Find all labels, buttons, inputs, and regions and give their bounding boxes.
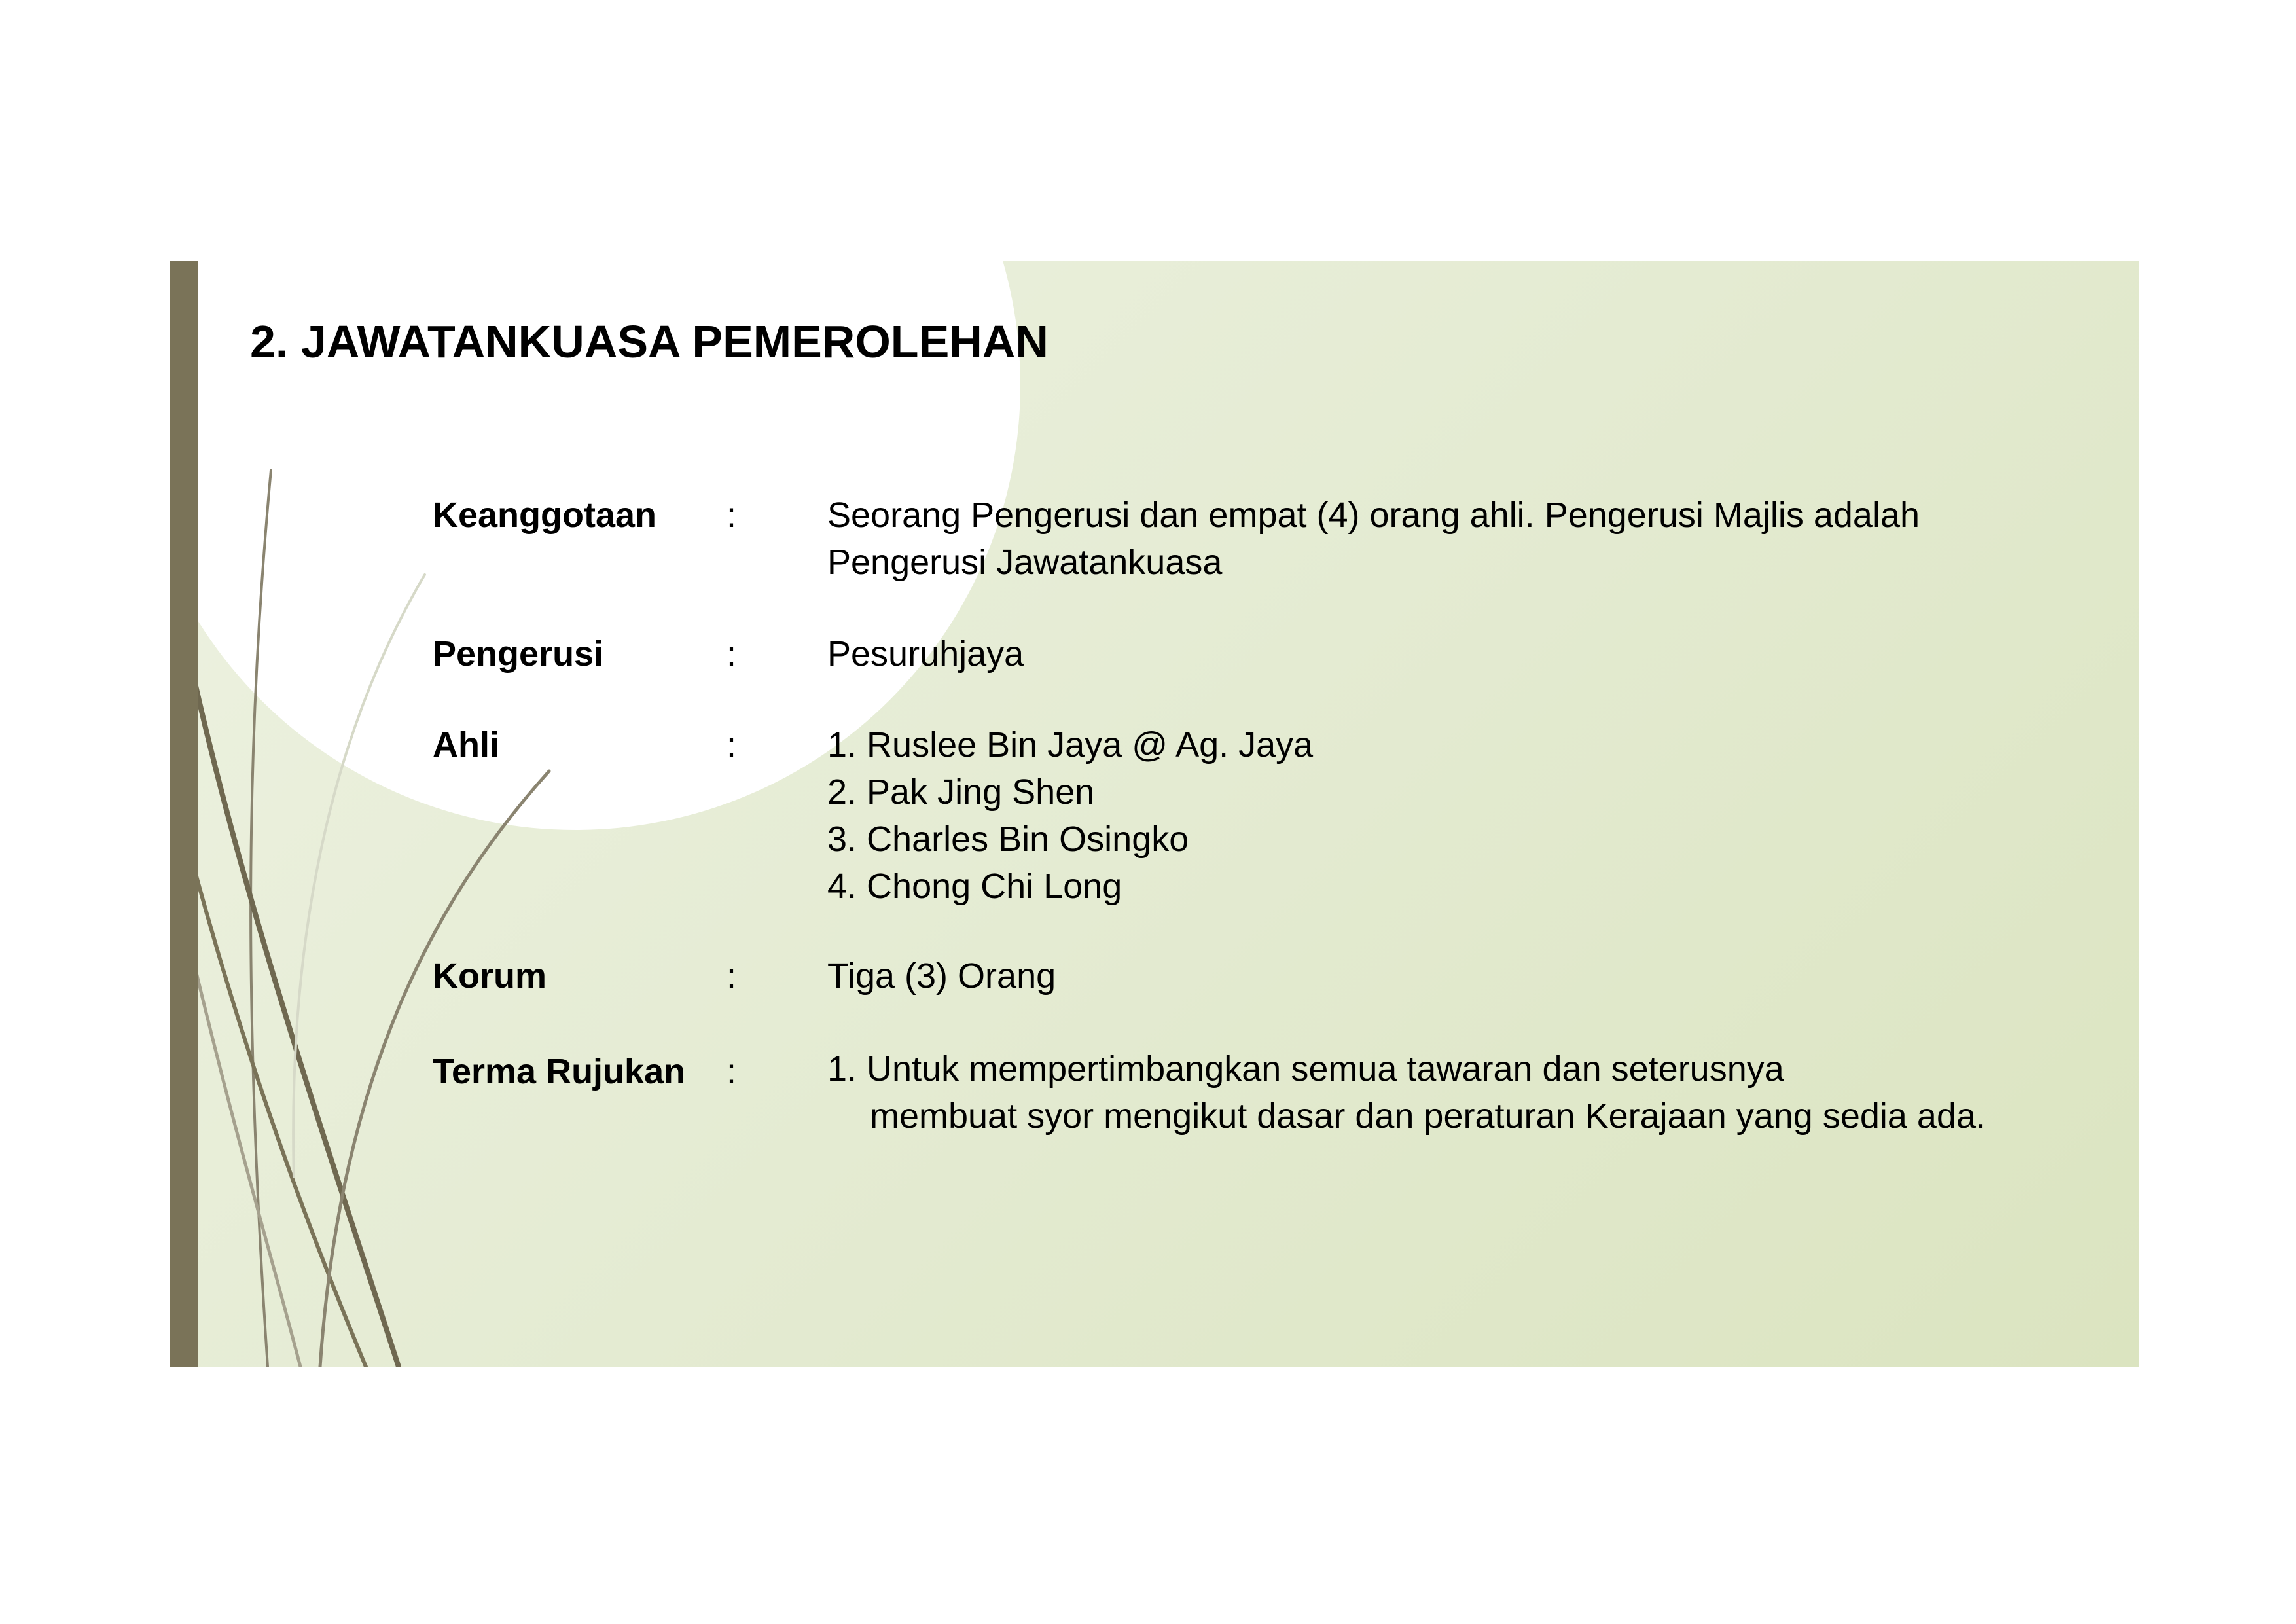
list-item: 1. Untuk mempertimbangkan semua tawaran dan seterusnya [827, 1049, 1784, 1089]
accent-bar [170, 261, 198, 1367]
list-item: 4. Chong Chi Long [827, 867, 1122, 906]
value-line: Pesuruhjaya [827, 634, 1024, 674]
list-item: 2. Pak Jing Shen [827, 772, 1095, 812]
list-item-continuation: membuat syor mengikut dasar dan peraturan Kerajaan yang sedia ada. [870, 1096, 1986, 1136]
label: Keanggotaan [433, 496, 657, 535]
label: Ahli [433, 725, 499, 765]
colon: : [726, 634, 737, 674]
value-line: Seorang Pengerusi dan empat (4) orang ahli. Pengerusi Majlis adalah [827, 496, 1920, 535]
list-item: 1. Ruslee Bin Jaya @ Ag. Jaya [827, 725, 1314, 765]
colon: : [726, 956, 737, 996]
slide [170, 261, 2139, 1367]
label: Pengerusi [433, 634, 604, 674]
grass-decoration-icon [170, 261, 628, 1367]
page-title: 2. JAWATANKUASA PEMEROLEHAN [250, 316, 1049, 367]
colon: : [726, 725, 737, 765]
value-line: Pengerusi Jawatankuasa [827, 543, 1223, 582]
label: Terma Rujukan [433, 1052, 686, 1091]
list-item: 3. Charles Bin Osingko [827, 820, 1189, 859]
colon: : [726, 496, 737, 535]
colon: : [726, 1052, 737, 1091]
value-line: Tiga (3) Orang [827, 956, 1056, 996]
label: Korum [433, 956, 547, 996]
